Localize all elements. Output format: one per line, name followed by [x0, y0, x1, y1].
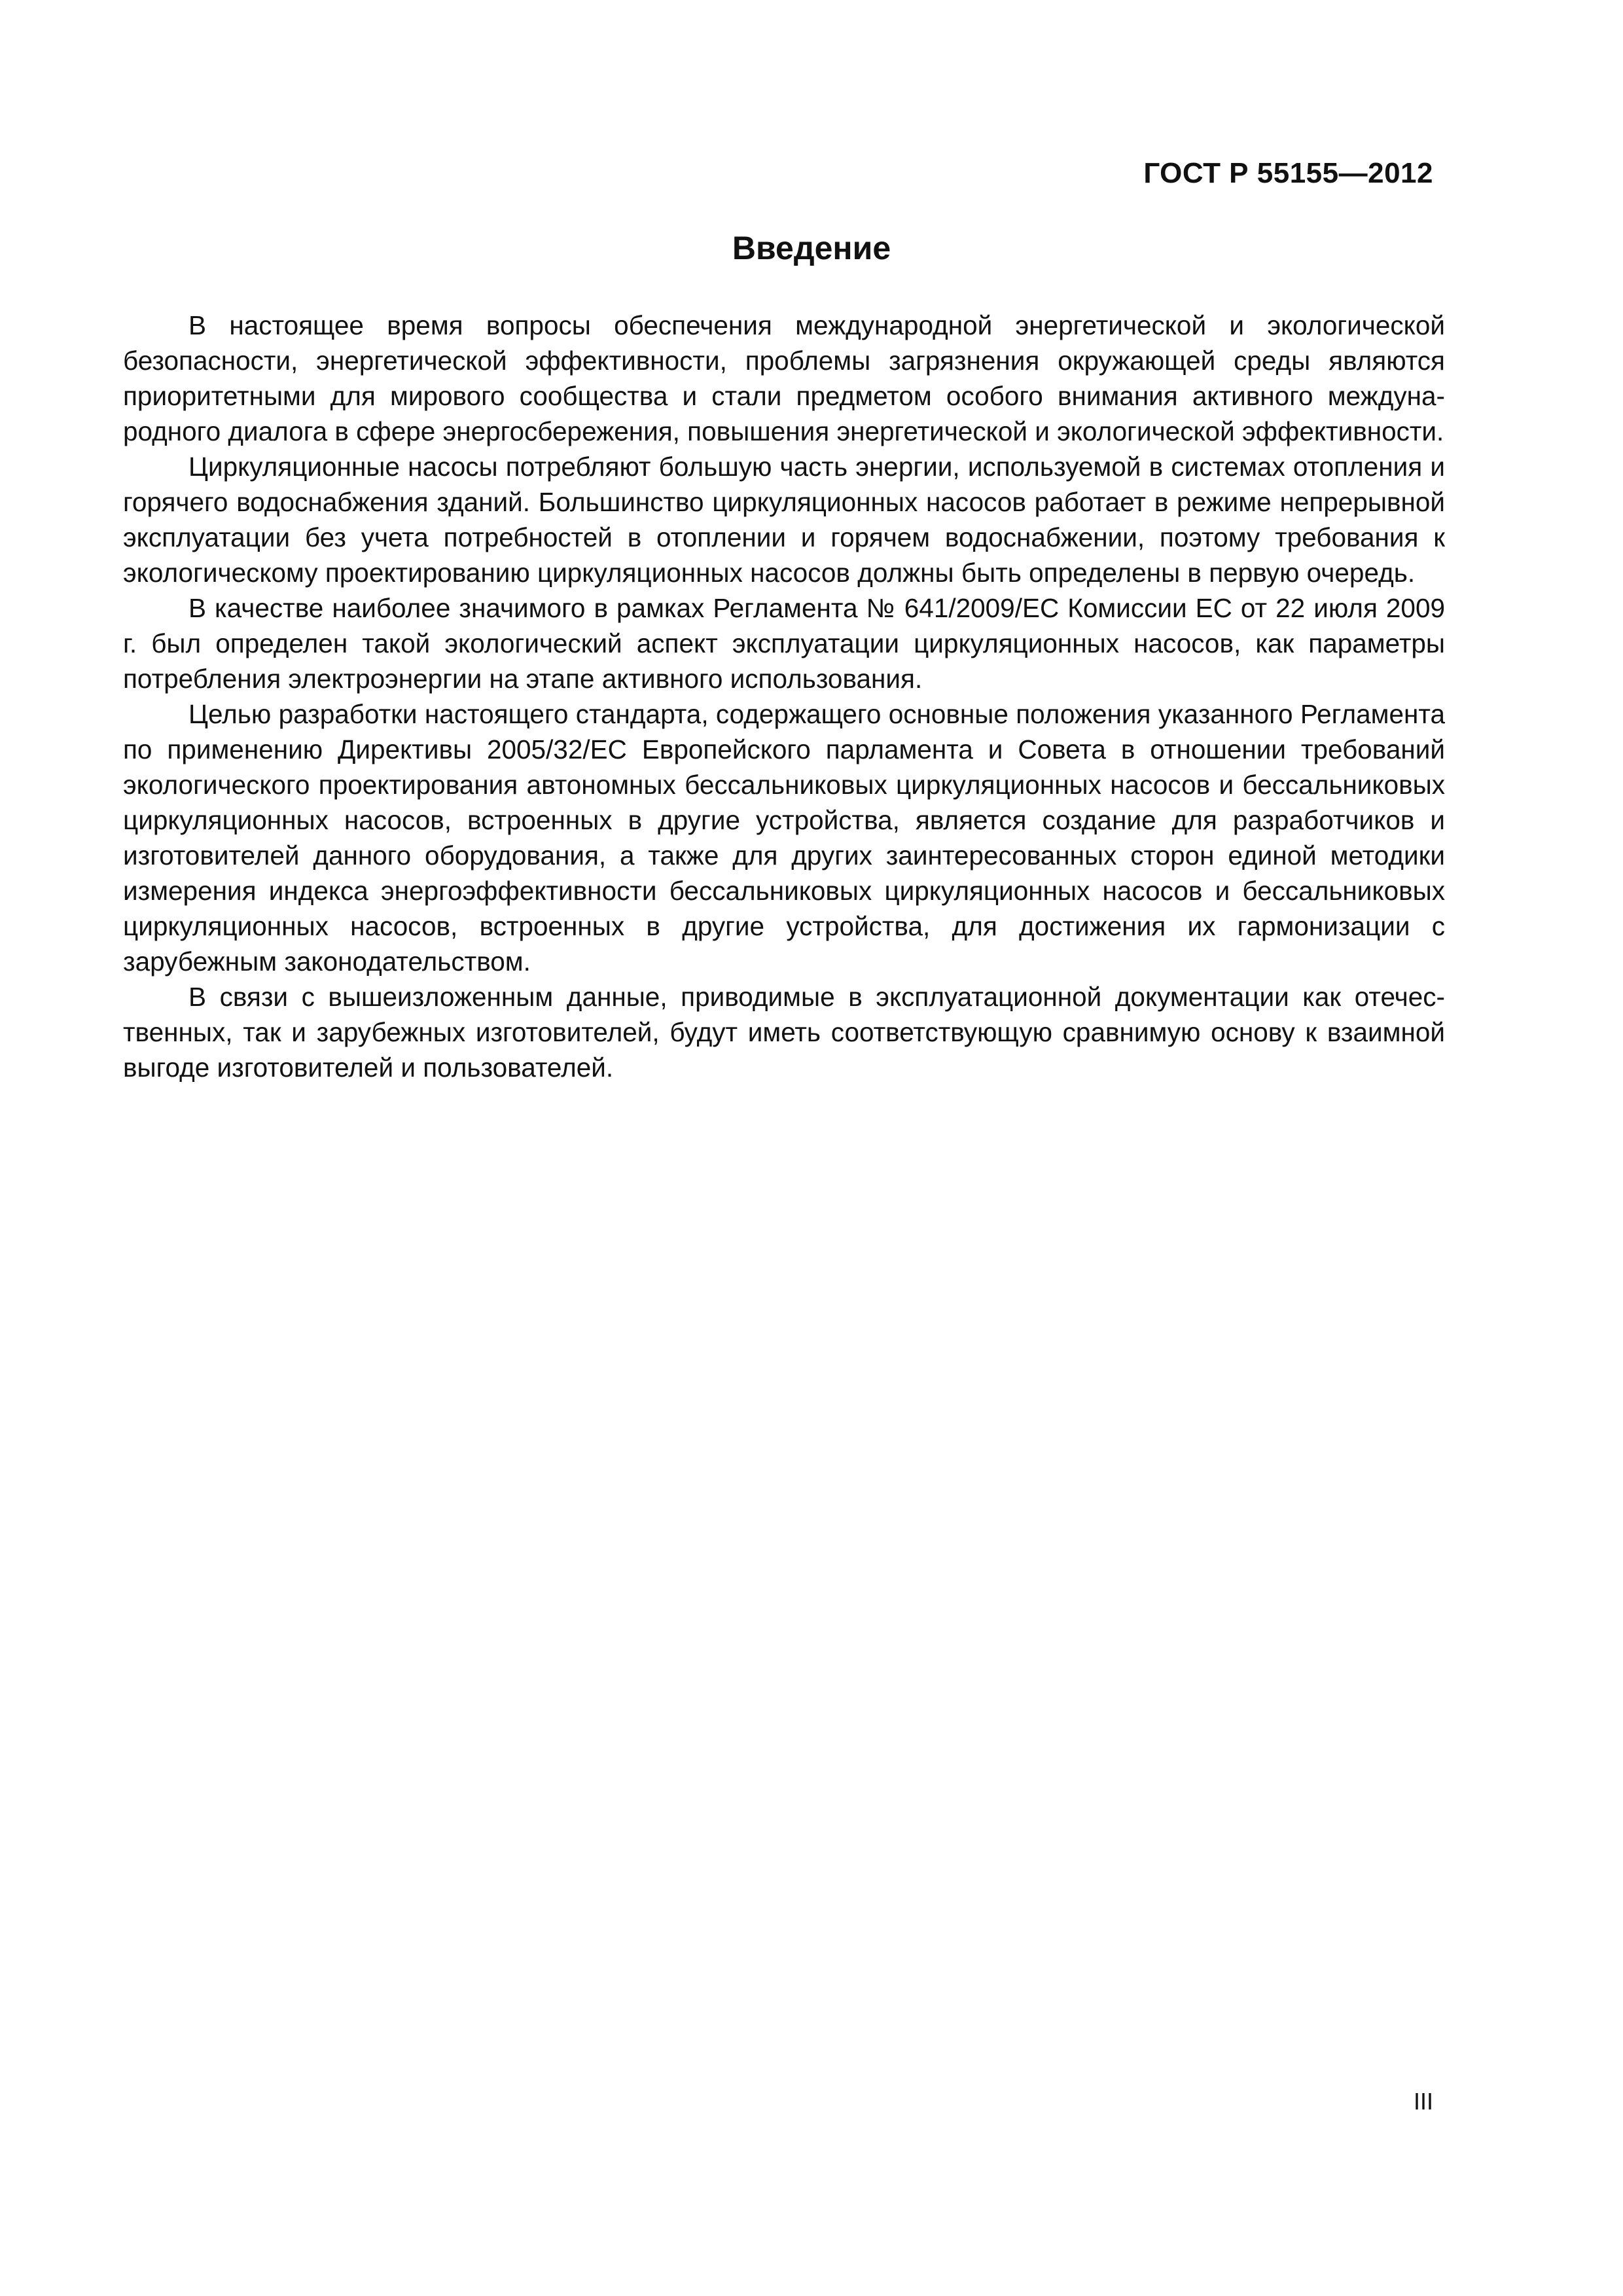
- body-text: [123, 308, 1445, 1085]
- paragraph-4: Целью разработки настоящего стандарта, содержащего основные положения указанного Регламента по применению Директивы 2005/32/ЕС Европейского парламента и Совета в отношении требований экологического проектирования автономных бессальниковых циркуляционных насосов и бессальниковых циркуляционных насосов, встроенных в другие устройства, является создание для разработчиков и изготовителей данного оборудования, а также для других заинтересованных сторон единой методики измерения индекса энергоэффективности бессальниковых циркуляционных насосов и бессальниковых циркуляционных насосов, встроенных в другие устройства, для достижения их гармонизации с зарубежным законодательством.: [123, 699, 1445, 977]
- page-number: III: [1413, 2088, 1433, 2115]
- paragraph-1: В настоящее время вопросы обеспечения международной энергетической и экологической безопасности, энергетической эффективности, проблемы загрязнения окружающей среды являются приоритетными для мирового сообщества и стали предметом особого внимания активного международного диалога в сфере энергосбережения, повышения энергетической и экологической эффективности.: [123, 310, 1445, 446]
- page-title: Введение: [732, 230, 891, 266]
- paragraph-5: В связи с вышеизложенным данные, приводимые в эксплуатационной документации как отечественных, так и зарубежных изготовителей, будут иметь соответствующую сравнимую основу к взаимной выгоде изготовителей и пользователей.: [123, 982, 1445, 1083]
- document-code: ГОСТ Р 55155—2012: [1143, 157, 1433, 189]
- paragraph-3: В качестве наиболее значимого в рамках Регламента № 641/2009/ЕС Комиссии ЕС от 22 июля 2009 г. был определен такой экологический аспект эксплуатации циркуляционных насосов, как параметры потребления электроэнергии на этапе активного использования.: [123, 593, 1445, 694]
- paragraph-2: Циркуляционные насосы потребляют большую часть энергии, используемой в системах отопления и горячего водоснабжения зданий. Большинство циркуляционных насосов работает в режиме непрерывной эксплуатации без учета потребностей в отоплении и горячем водоснабжении, поэтому требования к экологическому проектированию циркуляционных насосов должны быть определены в первую очередь.: [123, 452, 1445, 588]
